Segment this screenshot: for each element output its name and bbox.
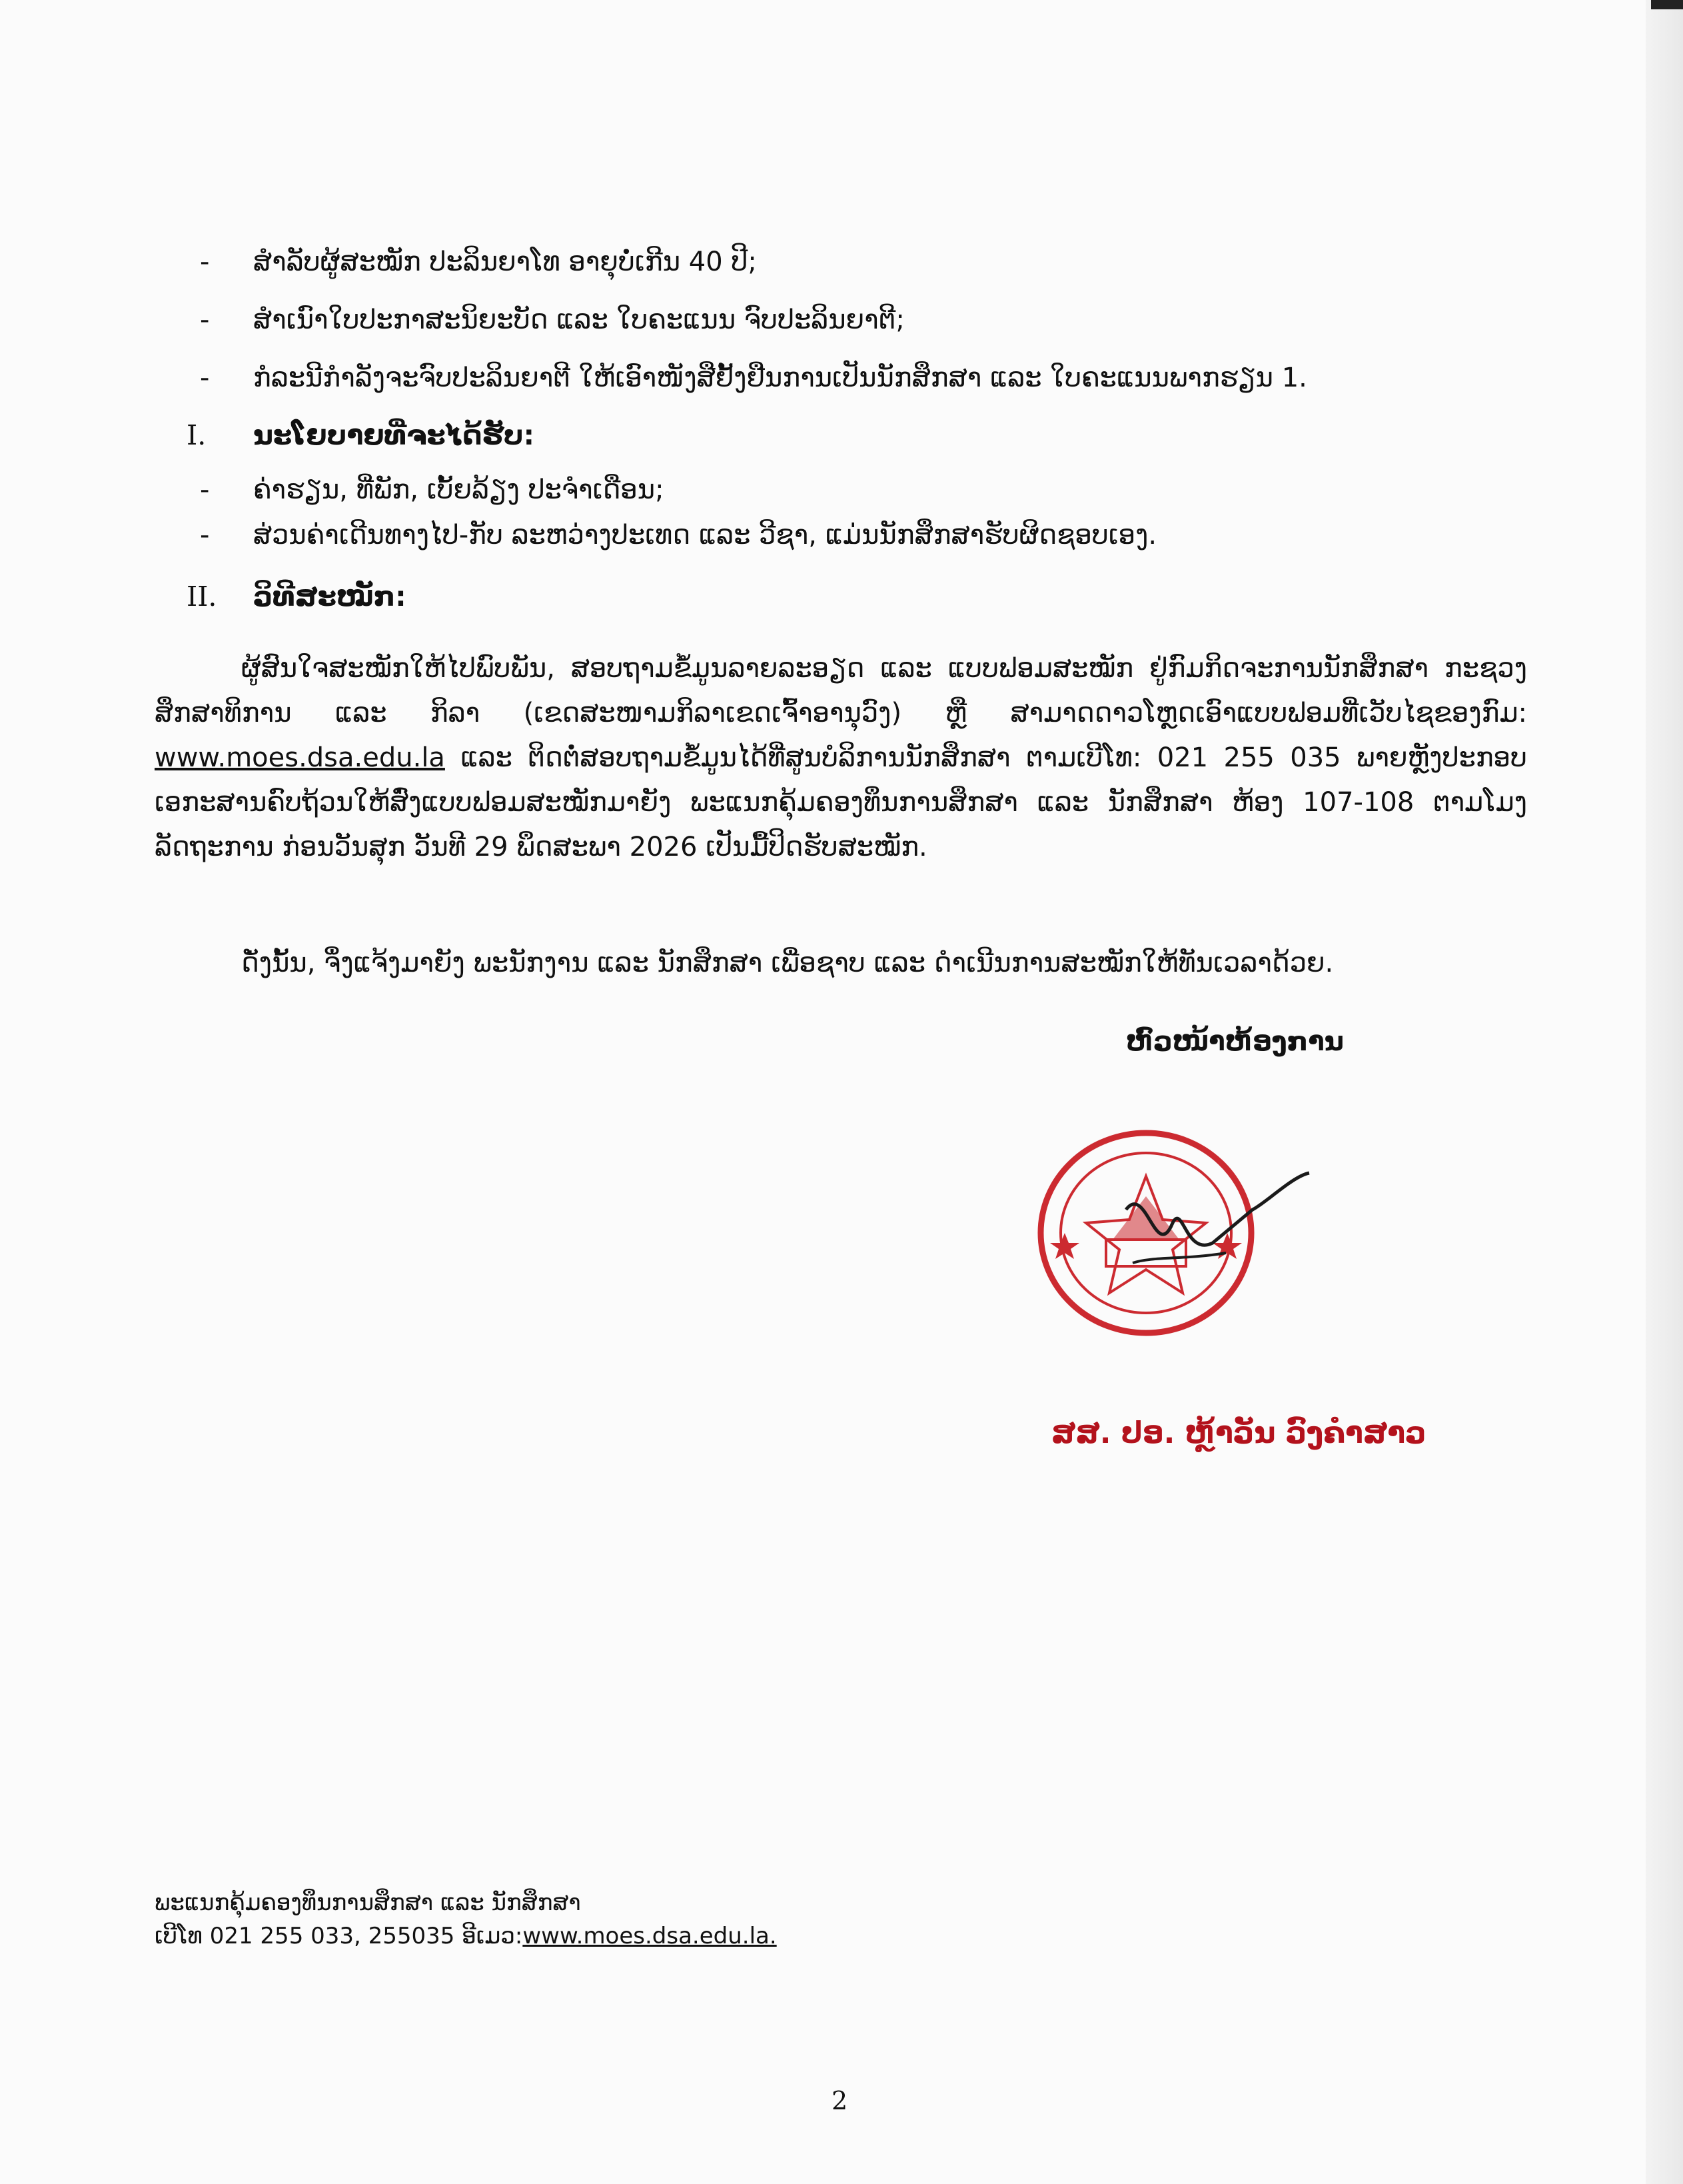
paper-edge-shadow — [1646, 0, 1683, 2184]
footer-contact — [155, 1886, 777, 1953]
bullet-dash: - — [200, 520, 210, 550]
signer-title: ຫົວໜ້າຫ້ອງການ — [1126, 1026, 1344, 1057]
scan-corner-mark — [1651, 0, 1683, 9]
official-stamp-icon — [1013, 1103, 1319, 1356]
signer-name: ສສ. ປອ. ຫຼ້າວັນ ວົງຄຳສາວ — [1051, 1416, 1426, 1450]
page-number: 2 — [832, 2086, 848, 2115]
closing-paragraph: ດັ່ງນັ້ນ, ຈຶ່ງແຈ້ງມາຍັງ ພະນັກງານ ແລະ ນັກສຶກສາ ເພື່ອຊາບ ແລະ ດຳເນີນການສະໝັກໃຫ້ທັນເວລາດ້ວຍ. — [241, 948, 1334, 978]
bullet-dash: - — [200, 247, 210, 277]
bullet-dash: - — [200, 475, 210, 505]
application-paragraph: ຜູ້ສົນໃຈສະໝັກໃຫ້ໄປພົບພັນ, ສອບຖາມຂໍ້ມູນລາຍລະອຽດ ແລະ ແບບຟອມສະໝັກ ຢູ່ກົມກິດຈະການນັກສຶກສາ ກະຊວງສຶກສາທິການ ແລະ ກິລາ (ເຂດສະໜາມກິລາເຂດເຈົ້າອານຸວົງ) ຫຼື ສາມາດດາວໂຫຼດເອົາແບບຟອມທີ່ເວັບໄຊຂອງກົມ: www.moes.dsa.edu.la ແລະ ຕິດຕໍ່ສອບຖາມຂໍ້ມູນໄດ້ທີ່ສູນບໍລິການນັກສຶກສາ ຕາມເບີໂທ: 021 255 035 ພາຍຫຼັງປະກອບເອກະສານຄົບຖ້ວນໃຫ້ສົ່ງແບບຟອມສະໝັກມາຍັງ ພະແນກຄຸ້ມຄອງທຶນການສຶກສາ ແລະ ນັກສຶກສາ ຫ້ອງ 107-108 ຕາມໂມງລັດຖະການ ກ່ອນວັນສຸກ ວັນທີ 29 ພຶດສະພາ 2026 ເປັນມື້ປິດຮັບສະໝັກ. — [155, 653, 1527, 862]
website-link[interactable]: www.moes.dsa.edu.la — [155, 742, 445, 773]
footer-website-link[interactable]: www.moes.dsa.edu.la. — [522, 1923, 777, 1949]
footer-department: ພະແນກຄຸ້ມຄອງທຶນການສຶກສາ ແລະ ນັກສຶກສາ — [155, 1889, 581, 1916]
bullet-dash: - — [200, 363, 210, 393]
footer-contact-line: ເບີໂທ 021 255 033, 255035 ອີເມວ:www.moes.dsa.edu.la. — [155, 1923, 777, 1949]
document-page: - ສຳລັບຜູ້ສະໝັກ ປະລິນຍາໂທ ອາຍຸບໍ່ເກີນ 40 ປີ; - ສຳເນົາໃບປະກາສະນິຍະບັດ ແລະ ໃບຄະແນນ ຈົບປະລິນຍາຕີ; - ກໍລະນີກຳລັງຈະຈົບປະລິນຍາຕີ ໃຫ້ເອົາໜັງສືຢັ້ງຢືນການເປັນນັກສຶກສາ ແລະ ໃບຄະແນນພາກຮຽນ 1. I. ນະໂຍບາຍທີ່ຈະໄດ້ຮັບ: - ຄ່າຮຽນ, ທີ່ພັກ, ເບັ້ຍລ້ຽງ ປະຈຳເດືອນ; - ສ່ວນຄ່າເດີນທາງໄປ-ກັບ ລະຫວ່າງປະເທດ ແລະ ວີຊາ, ແມ່ນນັກສຶກສາຮັບຜິດຊອບເອງ. II. ວິທີສະໝັກ: ຜູ້ສົນໃຈສະໝັກໃຫ້ໄປພົບພັນ, ສອບຖາມຂໍ້ມູນລາຍລະອຽດ ແລະ ແບບຟອມສະໝັກ ຢູ່ກົມກິດຈະການນັກສຶກສາ ກະຊວງສຶກສາທິການ ແລະ ກິລາ (ເຂດສະໜາມກິລາເຂດເຈົ້າອານຸວົງ) ຫຼື ສາມາດດາວໂຫຼດເອົາແບບຟອມທີ່ເວັບໄຊຂອງກົມ: www.moes.dsa.edu.la ແລະ ຕິດຕໍ່ສອບຖາມຂໍ້ມູນໄດ້ທີ່ສູນບໍລິການນັກສຶກສາ ຕາມເບີໂທ: 021 255 035 ພາຍຫຼັງປະກອບເອກະສານຄົບຖ້ວນໃຫ້ສົ່ງແບບຟອມສະໝັກມາຍັງ ພະແນກຄຸ້ມຄອງທຶນການສຶກສາ ແລະ ນັກສຶກສາ ຫ້ອງ 107-108 ຕາມໂມງລັດຖະການ ກ່ອນວັນສຸກ ວັນທີ 29 ພຶດສະພາ 2026 ເປັນມື້ປິດຮັບສະໝັກ. ດັ່ງນັ້ນ, ຈຶ່ງແຈ້ງມາຍັງ ພະນັກງານ ແລະ ນັກສຶກສາ ເພື່ອຊາບ ແລະ ດຳເນີນການສະໝັກໃຫ້ທັນເວລາດ້ວຍ. ຫົວໜ້າຫ້ອງການ ສສ. ປອ. ຫຼ້າວັນ ວົງຄຳສາວ ພະແນກຄຸ້ມຄອງທຶນການສຶກສາ ແລະ ນັກສຶກສາ ເບີໂທ 021 255 033, 255035 ອີເມວ:www.moes.dsa.edu.la. 2 — [0, 0, 1683, 2184]
bullet-dash: - — [200, 305, 210, 335]
